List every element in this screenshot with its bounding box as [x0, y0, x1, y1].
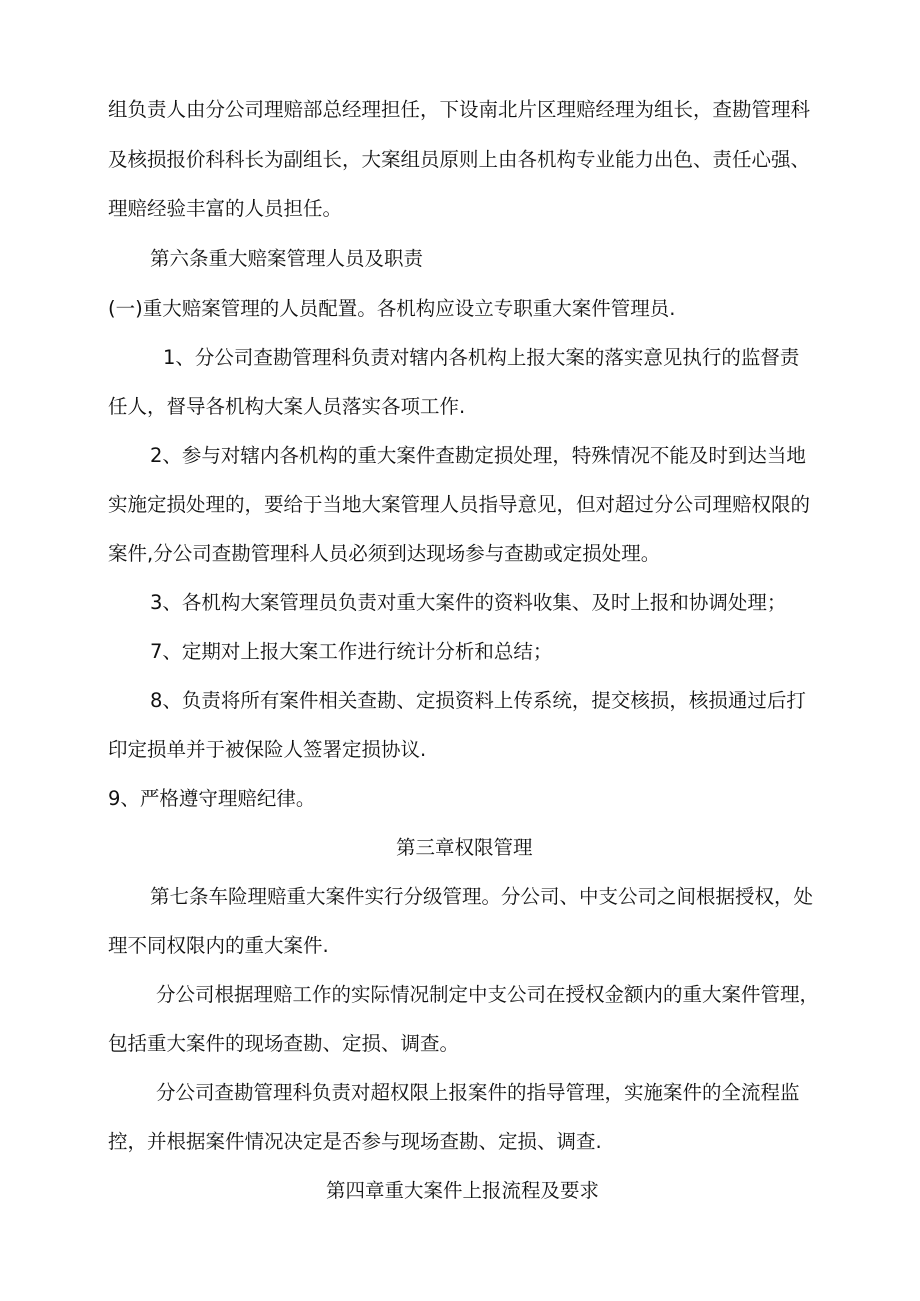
list-item-line: 3、各机构大案管理员负责对重大案件的资料收集、及时上报和协调处理；: [150, 591, 787, 614]
paragraph-line: 理赔经验丰富的人员担任。: [108, 197, 343, 220]
chapter-heading: 第三章权限管理: [396, 836, 533, 859]
paragraph-line: 理不同权限内的重大案件.: [108, 934, 329, 957]
list-item-line: 任人，督导各机构大案人员落实各项工作.: [108, 395, 466, 418]
list-item-line: 8、负责将所有案件相关查勘、定损资料上传系统，提交核损，核损通过后打: [150, 689, 806, 712]
list-item-line: 实施定损处理的，要给于当地大案管理人员指导意见，但对超过分公司理赔权限的: [108, 493, 811, 516]
paragraph-line: (一)重大赔案管理的人员配置。各机构应设立专职重大案件管理员.: [108, 297, 676, 320]
paragraph-line: 分公司查勘管理科负责对超权限上报案件的指导管理，实施案件的全流程监: [156, 1081, 800, 1104]
paragraph-line: 及核损报价科科长为副组长，大案组员原则上由各机构专业能力出色、责任心强、: [108, 148, 811, 171]
chapter-heading: 第四章重大案件上报流程及要求: [326, 1179, 600, 1202]
paragraph-line: 控，并根据案件情况决定是否参与现场查勘、定损、调查.: [108, 1130, 602, 1153]
article-heading: 第六条重大赔案管理人员及职责: [150, 247, 424, 270]
list-item-line: 印定损单并于被保险人签署定损协议.: [108, 738, 427, 761]
paragraph-line: 组负责人由分公司理赔部总经理担任，下设南北片区理赔经理为组长，查勘管理科: [108, 98, 811, 121]
list-item-line: 1、分公司查勘管理科负责对辖内各机构上报大案的落实意见执行的监督责: [163, 346, 800, 369]
list-item-line: 7、定期对上报大案工作进行统计分析和总结；: [150, 640, 553, 663]
paragraph-line: 包括重大案件的现场查勘、定损、调查。: [108, 1032, 460, 1055]
paragraph-line: 第七条车险理赔重大案件实行分级管理。分公司、中支公司之间根据授权，处: [150, 885, 814, 908]
list-item-line: 案件,分公司查勘管理科人员必须到达现场参与查勘或定损处理。: [108, 542, 661, 565]
paragraph-line: 分公司根据理赔工作的实际情况制定中支公司在授权金额内的重大案件管理，: [156, 983, 820, 1006]
list-item-line: 2、参与对辖内各机构的重大案件查勘定损处理，特殊情况不能及时到达当地: [150, 444, 806, 467]
list-item-line: 9、严格遵守理赔纪律。: [108, 787, 316, 810]
